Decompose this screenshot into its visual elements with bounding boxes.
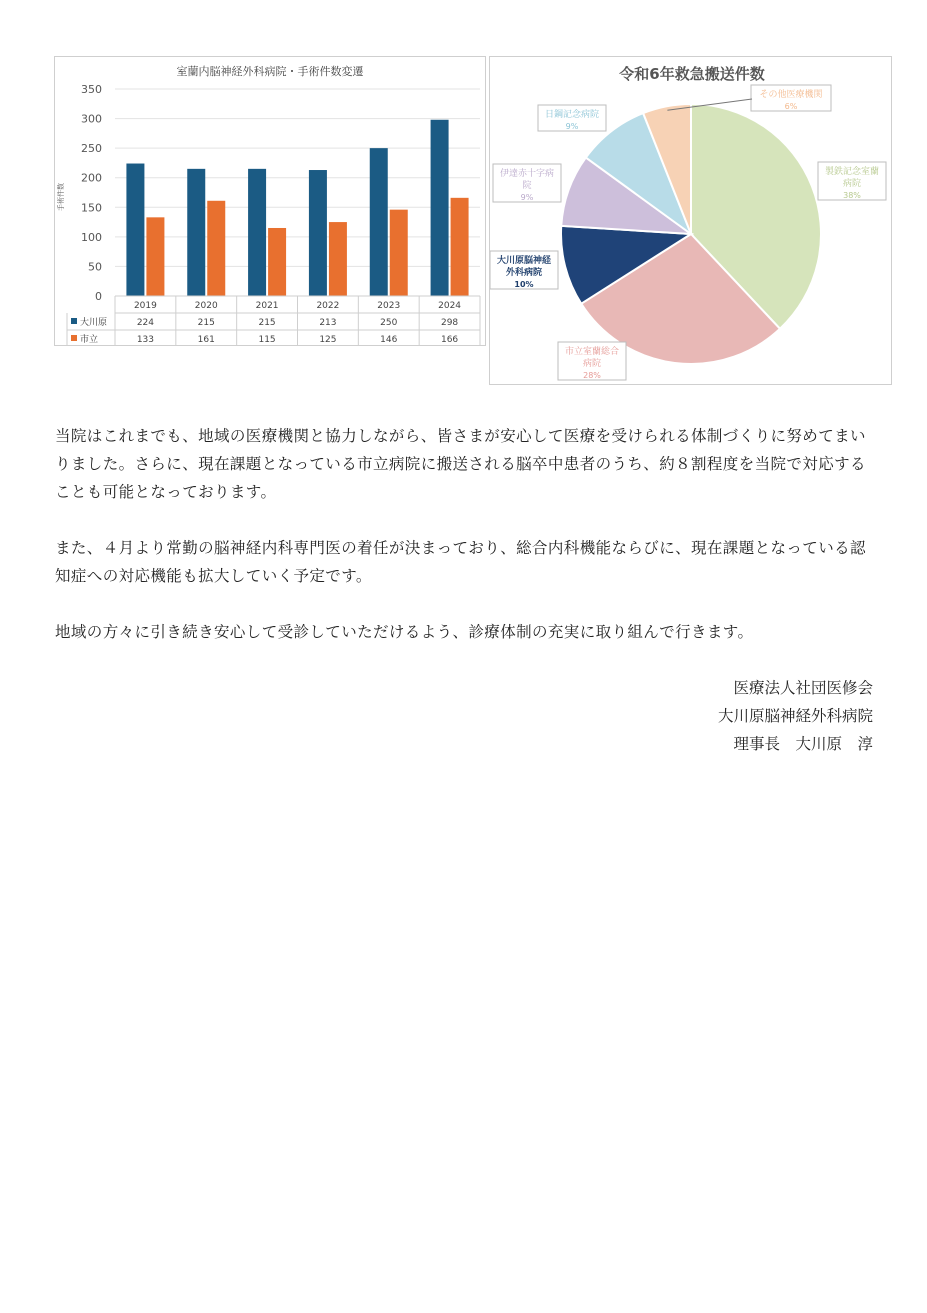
pie-label-percent: 9%	[565, 122, 579, 131]
pie-label-name: 市立室蘭総合	[564, 347, 620, 357]
bar-chart-title: 室蘭内脳神経外科病院・手術件数変遷	[176, 65, 364, 78]
x-tick-label: 2023	[377, 301, 401, 311]
y-tick-label: 250	[81, 142, 102, 156]
bar-chart-svg	[55, 57, 485, 345]
data-table-value: 213	[319, 318, 337, 328]
x-tick-label: 2020	[194, 301, 218, 311]
signature-org: 医療法人社団医修会	[733, 679, 873, 697]
bar-okawara	[309, 170, 327, 296]
pie-label-name: 病院	[582, 359, 602, 369]
y-axis-label: 手術件数	[57, 183, 65, 211]
data-table-value: 250	[380, 318, 398, 328]
pie-chart-title: 令和6年救急搬送件数	[619, 65, 765, 83]
data-table-value: 215	[197, 318, 215, 328]
x-tick-label: 2022	[316, 301, 340, 311]
data-table-value: 146	[380, 335, 398, 345]
bar-shiritsu	[146, 217, 164, 296]
pie-label-name: 外科病院	[505, 268, 543, 278]
y-tick-label: 300	[81, 112, 102, 126]
signature-person: 理事長 大川原 淳	[733, 735, 873, 753]
data-table-value: 133	[136, 335, 155, 345]
legend-label: 大川原	[80, 318, 108, 328]
bar-shiritsu	[329, 222, 347, 296]
y-tick-label: 0	[95, 290, 102, 303]
x-tick-label: 2024	[438, 301, 462, 311]
pie-label-name: 病院	[842, 179, 862, 189]
bar-shiritsu	[268, 228, 286, 296]
pie-label-percent: 10%	[514, 280, 534, 289]
pie-label-name: 大川原脳神経	[496, 256, 552, 266]
bar-shiritsu	[390, 210, 408, 296]
pie-label-name: その他医療機関	[759, 90, 823, 100]
data-table-value: 215	[258, 318, 276, 328]
y-tick-label: 350	[81, 83, 102, 96]
pie-label-percent: 38%	[843, 191, 861, 200]
x-tick-label: 2021	[255, 301, 279, 311]
y-tick-label: 200	[81, 171, 102, 185]
bar-okawara	[187, 169, 205, 296]
legend-swatch	[71, 318, 77, 324]
y-tick-label: 50	[88, 260, 102, 274]
bar-okawara	[370, 148, 388, 296]
pie-label-percent: 28%	[583, 371, 601, 380]
data-table-value: 115	[258, 335, 276, 345]
bar-shiritsu	[207, 201, 225, 296]
pie-chart-svg	[490, 57, 891, 384]
pie-label-percent: 9%	[520, 193, 534, 202]
pie-label-percent: 6%	[784, 102, 798, 111]
emergency-transport-pie-chart	[489, 56, 892, 385]
legend-label: 市立	[80, 335, 99, 345]
paragraph-3: 地域の方々に引き続き安心して受診していただけるよう、診療体制の充実に取り組んで行きます。	[55, 623, 754, 641]
bar-shiritsu	[451, 198, 469, 296]
bar-okawara	[248, 169, 266, 296]
paragraph-2: また、４月より常勤の脳神経内科専門医の着任が決まっており、総合内科機能ならびに、現在課題となっている認知症への対応機能も拡大していく予定です。	[55, 539, 866, 585]
pie-label-name: 製鉄記念室蘭	[824, 167, 880, 177]
data-table-value: 166	[440, 335, 459, 345]
data-table-value: 224	[136, 318, 155, 328]
pie-label-name: 日鋼記念病院	[544, 110, 600, 120]
signature-hospital: 大川原脳神経外科病院	[717, 707, 873, 725]
x-tick-label: 2019	[133, 301, 157, 311]
legend-swatch	[71, 335, 77, 341]
pie-label-name: 伊達赤十字病	[499, 169, 555, 179]
data-table-value: 161	[197, 335, 215, 345]
bar-okawara	[126, 164, 144, 296]
paragraph-1: 当院はこれまでも、地域の医療機関と協力しながら、皆さまが安心して医療を受けられる体制づくりに努めてまいりました。さらに、現在課題となっている市立病院に搬送される脳卒中患者のうち、約８割程度を当院で対応することも可能となっております。	[55, 427, 866, 501]
surgery-count-bar-chart	[54, 56, 486, 346]
bar-okawara	[431, 120, 449, 296]
y-tick-label: 100	[81, 230, 102, 244]
y-tick-label: 150	[81, 201, 102, 215]
data-table-value: 298	[440, 318, 459, 328]
pie-label-name: 院	[522, 181, 532, 191]
data-table-value: 125	[319, 335, 337, 345]
